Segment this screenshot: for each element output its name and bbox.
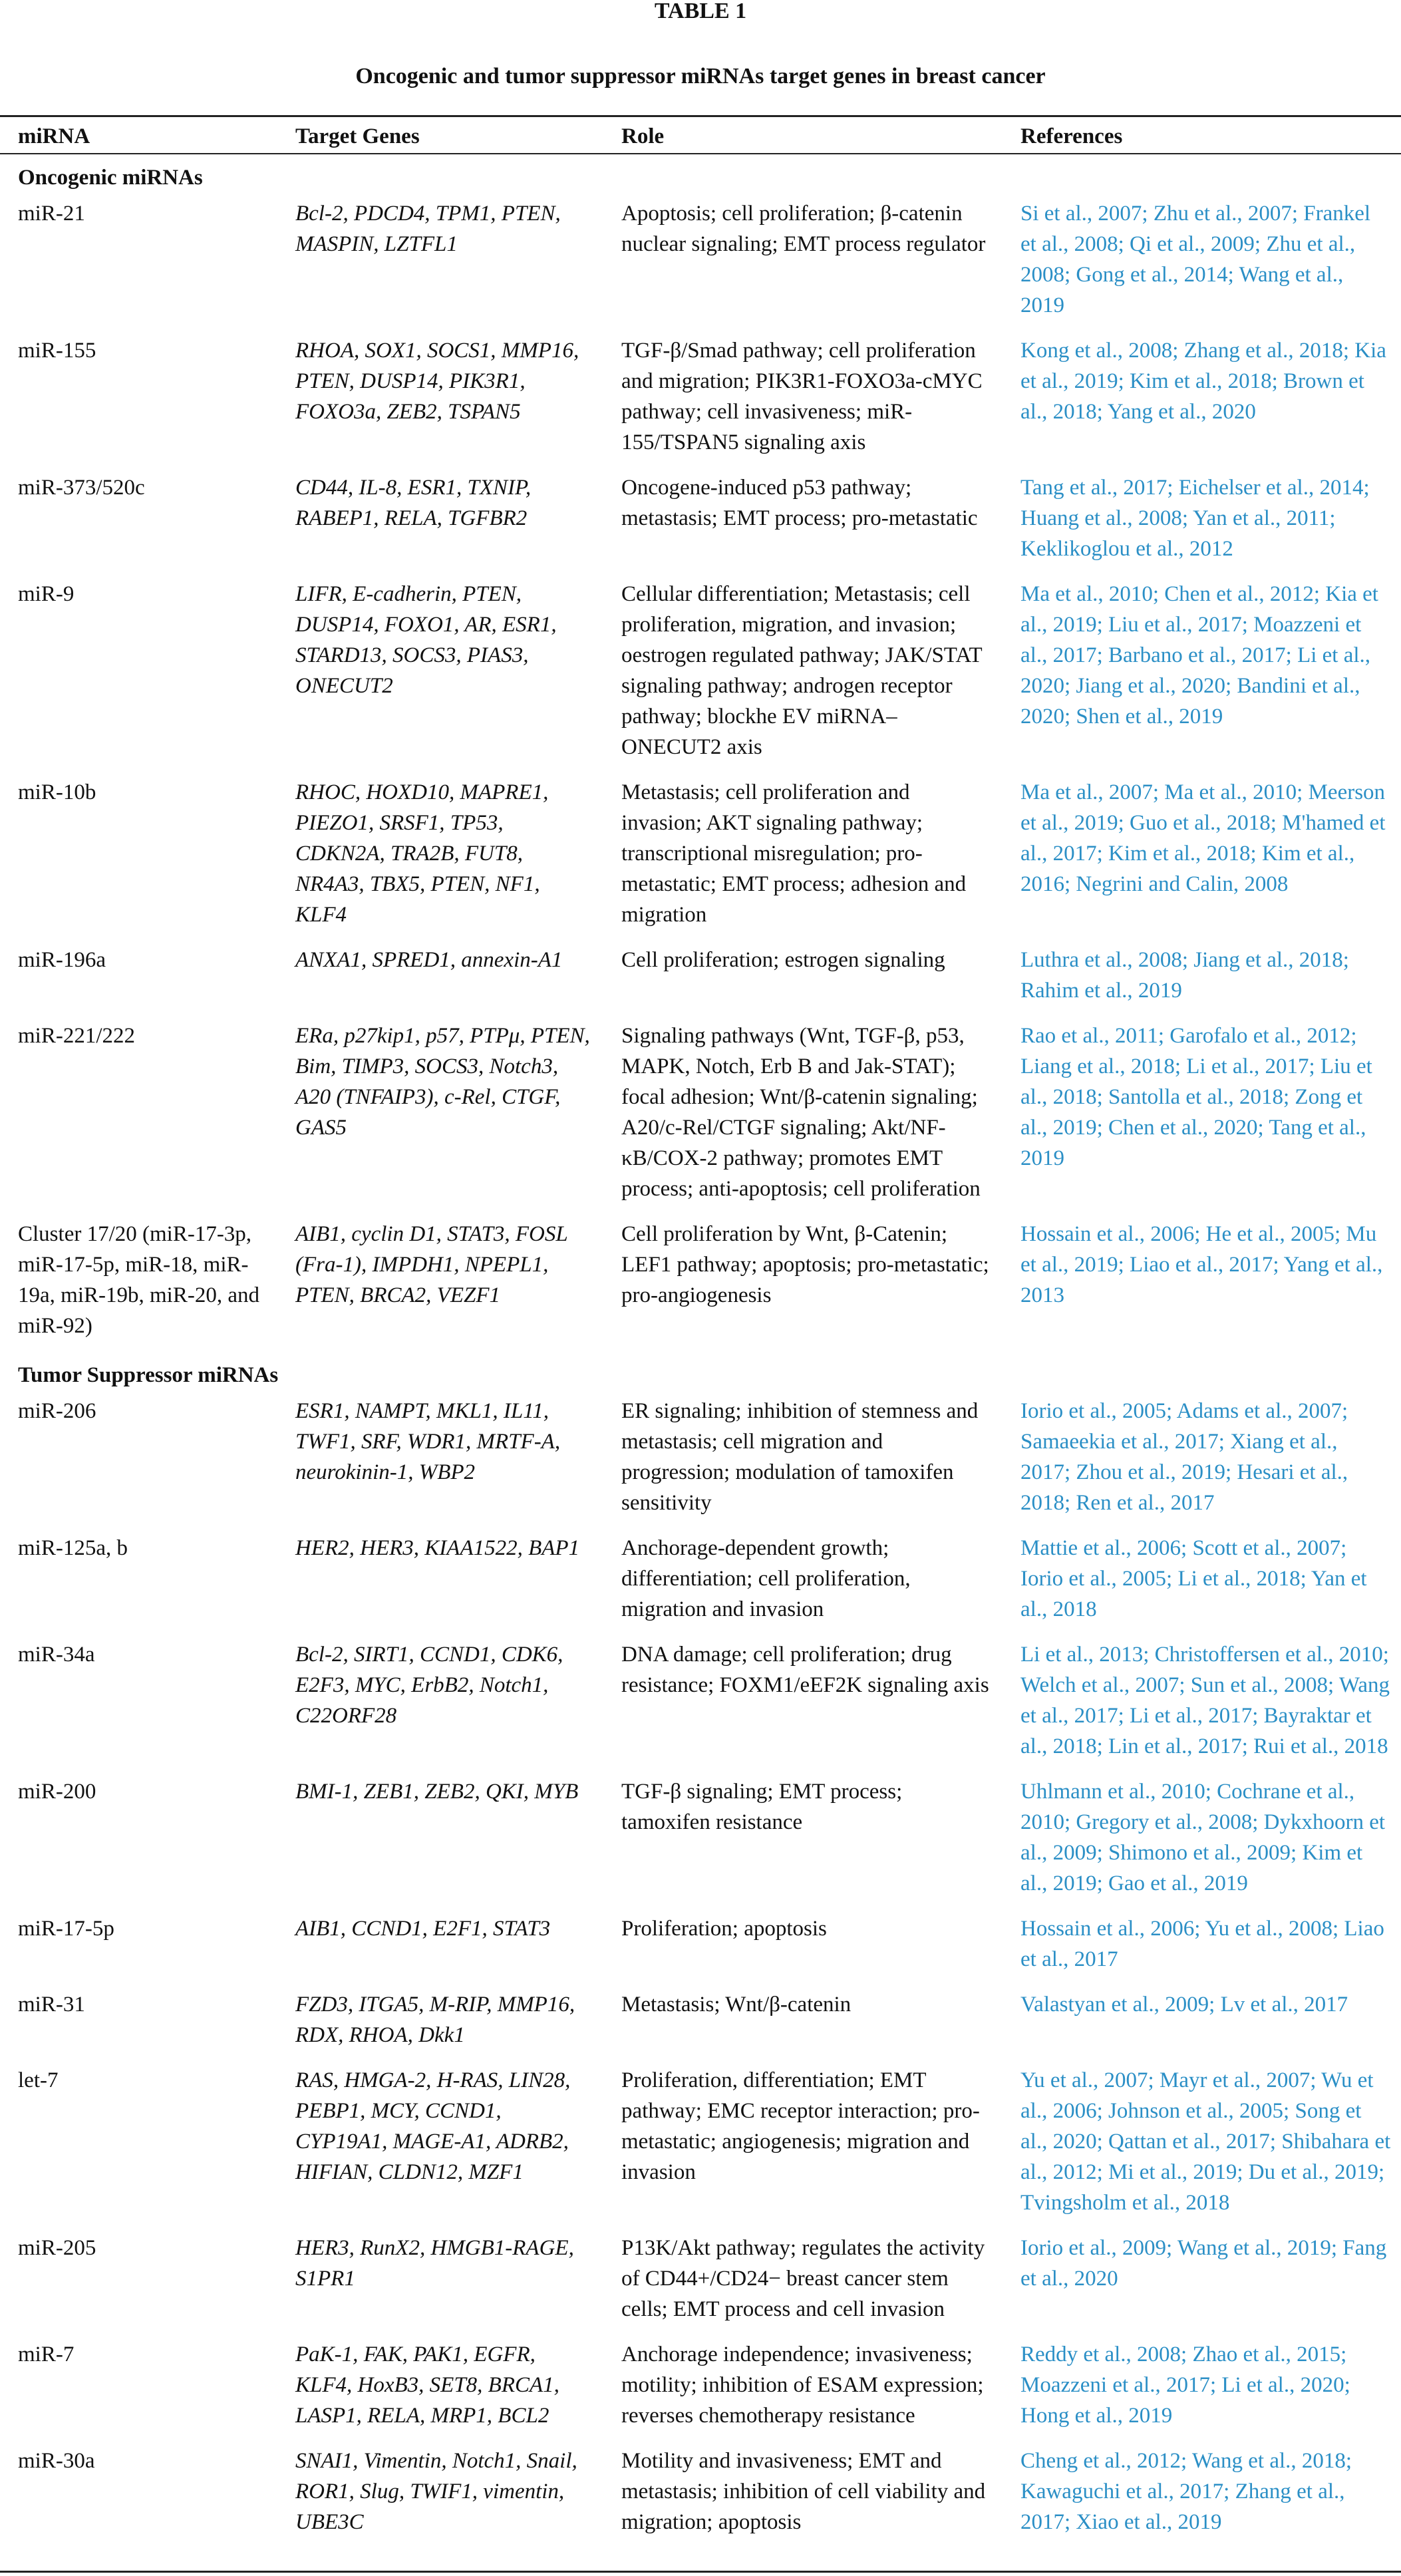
table-row (0, 2227, 1401, 2334)
references-cell[interactable]: Li et al., 2013; Christoffersen et al., 2010; Welch et al., 2007; Sun et al., 2008; Wang et al., 2017; Li et al., 2017; Bayraktar et al., 2018; Lin et al., 2017; Rui et al., 2018 (1020, 1643, 1390, 1758)
references-cell[interactable]: Cheng et al., 2012; Wang et al., 2018; Kawaguchi et al., 2017; Zhang et al., 2017; Xiao et al., 2019 (1020, 2449, 1352, 2534)
references-cell[interactable]: Yu et al., 2007; Mayr et al., 2007; Wu et al., 2006; Johnson et al., 2005; Song et al., 2020; Qattan et al., 2017; Shibahara et al., 2012; Mi et al., 2019; Du et al., 2019; Tvingsholm et al., 2018 (1020, 2068, 1391, 2215)
header-role: Role (621, 124, 665, 148)
table-row (0, 1908, 1401, 1984)
references-cell[interactable]: Mattie et al., 2006; Scott et al., 2007; Iorio et al., 2005; Li et al., 2018; Yan et al., 2018 (1020, 1536, 1367, 1621)
role-cell: Cell proliferation; estrogen signaling (621, 948, 945, 972)
header-references: References (1020, 124, 1123, 148)
table-body (0, 153, 1401, 2547)
mirna-cell: miR-206 (18, 1399, 96, 1423)
target-genes-cell: CD44, IL-8, ESR1, TXNIP, RABEP1, RELA, TGFBR2 (295, 476, 532, 530)
table-row (0, 939, 1401, 1015)
target-genes-cell: HER3, RunX2, HMGB1-RAGE, S1PR1 (295, 2236, 574, 2291)
role-cell: TGF-β signaling; EMT process; tamoxifen resistance (621, 1780, 903, 1834)
role-cell: Motility and invasiveness; EMT and metastasis; inhibition of cell viability and migration; apoptosis (621, 2449, 986, 2534)
mirna-cell: miR-196a (18, 948, 106, 972)
target-genes-cell: AIB1, cyclin D1, STAT3, FOSL (Fra-1), IMPDH1, NPEPL1, PTEN, BRCA2, VEZF1 (295, 1222, 568, 1307)
mirna-cell: miR-34a (18, 1643, 95, 1667)
table-row (0, 1390, 1401, 1528)
mirna-cell: miR-155 (18, 339, 96, 363)
mirna-cell: miR-200 (18, 1780, 96, 1804)
table-row (0, 1015, 1401, 1213)
mirna-cell: miR-221/222 (18, 1024, 136, 1048)
target-genes-cell: ERa, p27kip1, p57, PTPμ, PTEN, Bim, TIMP3, SOCS3, Notch3, A20 (TNFAIP3), c-Rel, CTGF, GAS5 (295, 1024, 590, 1140)
role-cell: Proliferation, differentiation; EMT pathway; EMC receptor interaction; pro-metastatic; angiogenesis; migration and invasion (621, 2068, 980, 2184)
section-row (0, 153, 1401, 193)
table-row (0, 193, 1401, 330)
role-cell: DNA damage; cell proliferation; drug resistance; FOXM1/eEF2K signaling axis (621, 1643, 989, 1697)
target-genes-cell: LIFR, E-cadherin, PTEN, DUSP14, FOXO1, AR, ESR1, STARD13, SOCS3, PIAS3, ONECUT2 (295, 582, 557, 698)
table-row (0, 2060, 1401, 2227)
mirna-cell: miR-205 (18, 2236, 96, 2260)
table-row (0, 1984, 1401, 2060)
target-genes-cell: ESR1, NAMPT, MKL1, IL11, TWF1, SRF, WDR1, MRTF-A, neurokinin-1, WBP2 (295, 1399, 561, 1484)
references-cell[interactable]: Tang et al., 2017; Eichelser et al., 2014; Huang et al., 2008; Yan et al., 2011; Keklikoglou et al., 2012 (1020, 476, 1370, 561)
references-cell[interactable]: Ma et al., 2007; Ma et al., 2010; Meerson et al., 2019; Guo et al., 2018; M'hamed et al., 2017; Kim et al., 2018; Kim et al., 2016; Negrini and Calin, 2008 (1020, 780, 1386, 896)
role-cell: TGF-β/Smad pathway; cell proliferation and migration; PIK3R1-FOXO3a-cMYC pathway; cell invasiveness; miR-155/TSPAN5 signaling axis (621, 339, 983, 454)
table-row (0, 330, 1401, 467)
table-row (0, 2440, 1401, 2547)
mirna-cell: miR-373/520c (18, 476, 145, 500)
target-genes-cell: HER2, HER3, KIAA1522, BAP1 (295, 1536, 580, 1560)
references-cell[interactable]: Hossain et al., 2006; He et al., 2005; Mu et al., 2019; Liao et al., 2017; Yang et al., 2013 (1020, 1222, 1383, 1307)
references-cell[interactable]: Luthra et al., 2008; Jiang et al., 2018; Rahim et al., 2019 (1020, 948, 1349, 1003)
references-cell[interactable]: Rao et al., 2011; Garofalo et al., 2012; Liang et al., 2018; Li et al., 2017; Liu et al., 2018; Santolla et al., 2018; Zong et al., 2019; Chen et al., 2020; Tang et al., 2019 (1020, 1024, 1372, 1170)
mirna-cell: miR-10b (18, 780, 96, 804)
target-genes-cell: Bcl-2, SIRT1, CCND1, CDK6, E2F3, MYC, ErbB2, Notch1, C22ORF28 (295, 1643, 563, 1728)
section-row (0, 1351, 1401, 1390)
role-cell: Signaling pathways (Wnt, TGF-β, p53, MAPK, Notch, Erb B and Jak-STAT); focal adhesion; Wnt/β-catenin signaling; A20/c-Rel/CTGF signaling; Akt/NF-κB/COX-2 pathway; promotes EMT process; anti-apoptosis; cell proliferation (621, 1024, 981, 1201)
table-row (0, 2334, 1401, 2440)
mirna-cell: miR-30a (18, 2449, 95, 2473)
role-cell: Metastasis; cell proliferation and invasion; AKT signaling pathway; transcriptional misregulation; pro-metastatic; EMT process; adhesion and migration (621, 780, 967, 927)
references-cell[interactable]: Ma et al., 2010; Chen et al., 2012; Kia et al., 2019; Liu et al., 2017; Moazzeni et al., 2017; Barbano et al., 2017; Li et al., 2020; Jiang et al., 2020; Bandini et al., 2020; Shen et al., 2019 (1020, 582, 1378, 728)
target-genes-cell: ANXA1, SPRED1, annexin-A1 (295, 948, 563, 972)
target-genes-cell: AIB1, CCND1, E2F1, STAT3 (295, 1917, 551, 1941)
references-cell[interactable]: Si et al., 2007; Zhu et al., 2007; Frankel et al., 2008; Qi et al., 2009; Zhu et al., 2008; Gong et al., 2014; Wang et al., 2019 (1020, 202, 1371, 317)
references-cell[interactable]: Hossain et al., 2006; Yu et al., 2008; Liao et al., 2017 (1020, 1917, 1384, 1971)
header-mirna: miRNA (18, 124, 90, 148)
target-genes-cell: PaK-1, FAK, PAK1, EGFR, KLF4, HoxB3, SET8, BRCA1, LASP1, RELA, MRP1, BCL2 (295, 2342, 559, 2428)
role-cell: Apoptosis; cell proliferation; β-catenin nuclear signaling; EMT process regulator (621, 202, 986, 256)
table-row (0, 772, 1401, 939)
references-cell[interactable]: Valastyan et al., 2009; Lv et al., 2017 (1020, 1993, 1348, 2016)
table-caption: Oncogenic and tumor suppressor miRNAs target genes in breast cancer (355, 64, 1046, 88)
role-cell: Oncogene-induced p53 pathway; metastasis; EMT process; pro-metastatic (621, 476, 978, 530)
mirna-cell: miR-7 (18, 2342, 75, 2366)
table-label: TABLE 1 (654, 0, 747, 23)
mirna-cell: miR-125a, b (18, 1536, 128, 1560)
table-row (0, 573, 1401, 772)
mirna-cell: miR-31 (18, 1993, 85, 2016)
table-row (0, 1634, 1401, 1771)
table-row (0, 467, 1401, 573)
target-genes-cell: Bcl-2, PDCD4, TPM1, PTEN, MASPIN, LZTFL1 (295, 202, 561, 256)
header-target-genes: Target Genes (295, 124, 420, 148)
role-cell: Metastasis; Wnt/β-catenin (621, 1993, 852, 2016)
target-genes-cell: RHOA, SOX1, SOCS1, MMP16, PTEN, DUSP14, PIK3R1, FOXO3a, ZEB2, TSPAN5 (295, 339, 579, 424)
target-genes-cell: RAS, HMGA-2, H-RAS, LIN28, PEBP1, MCY, CCND1, CYP19A1, MAGE-A1, ADRB2, HIFIAN, CLDN12, MZF1 (295, 2068, 571, 2184)
target-genes-cell: RHOC, HOXD10, MAPRE1, PIEZO1, SRSF1, TP53, CDKN2A, TRA2B, FUT8, NR4A3, TBX5, PTEN, NF1, KLF4 (295, 780, 549, 927)
section-title: Oncogenic miRNAs (18, 166, 203, 190)
table-row (0, 1771, 1401, 1908)
table-row (0, 1528, 1401, 1634)
header-row (0, 117, 1401, 153)
mirna-table (0, 117, 1401, 2547)
mirna-cell: miR-9 (18, 582, 75, 606)
references-cell[interactable]: Iorio et al., 2009; Wang et al., 2019; Fang et al., 2020 (1020, 2236, 1387, 2291)
target-genes-cell: SNAI1, Vimentin, Notch1, Snail, ROR1, Slug, TWIF1, vimentin, UBE3C (295, 2449, 577, 2534)
role-cell: Cell proliferation by Wnt, β-Catenin; LEF1 pathway; apoptosis; pro-metastatic; pro-angiogenesis (621, 1222, 989, 1307)
role-cell: Cellular differentiation; Metastasis; cell proliferation, migration, and invasion; oestrogen regulated pathway; JAK/STAT signaling pathway; androgen receptor pathway; blockhe EV miRNA–ONECUT2 axis (621, 582, 983, 759)
references-cell[interactable]: Uhlmann et al., 2010; Cochrane et al., 2010; Gregory et al., 2008; Dykxhoorn et al., 2009; Shimono et al., 2009; Kim et al., 2019; Gao et al., 2019 (1020, 1780, 1386, 1895)
section-title: Tumor Suppressor miRNAs (18, 1363, 279, 1387)
references-cell[interactable]: Kong et al., 2008; Zhang et al., 2018; Kia et al., 2019; Kim et al., 2018; Brown et al., 2018; Yang et al., 2020 (1020, 339, 1386, 424)
role-cell: Anchorage independence; invasiveness; motility; inhibition of ESAM expression; reverses chemotherapy resistance (621, 2342, 984, 2428)
bottom-rule (0, 2571, 1401, 2573)
mirna-cell: miR-21 (18, 202, 85, 226)
mirna-cell: miR-17-5p (18, 1917, 114, 1941)
mirna-cell: Cluster 17/20 (miR-17-3p, miR-17-5p, miR-18, miR-19a, miR-19b, miR-20, and miR-92) (18, 1222, 259, 1338)
table-row (0, 1213, 1401, 1351)
target-genes-cell: BMI-1, ZEB1, ZEB2, QKI, MYB (295, 1780, 579, 1804)
role-cell: Anchorage-dependent growth; differentiation; cell proliferation, migration and invasion (621, 1536, 911, 1621)
references-cell[interactable]: Iorio et al., 2005; Adams et al., 2007; Samaeekia et al., 2017; Xiang et al., 2017; Zhou et al., 2019; Hesari et al., 2018; Ren et al., 2017 (1020, 1399, 1348, 1515)
role-cell: P13K/Akt pathway; regulates the activity of CD44+/CD24− breast cancer stem cells; EMT process and cell invasion (621, 2236, 985, 2321)
references-cell[interactable]: Reddy et al., 2008; Zhao et al., 2015; Moazzeni et al., 2017; Li et al., 2020; Hong et al., 2019 (1020, 2342, 1350, 2428)
mirna-cell: let-7 (18, 2068, 59, 2092)
target-genes-cell: FZD3, ITGA5, M-RIP, MMP16, RDX, RHOA, Dkk1 (295, 1993, 575, 2047)
role-cell: ER signaling; inhibition of stemness and metastasis; cell migration and progression; modulation of tamoxifen sensitivity (621, 1399, 979, 1515)
role-cell: Proliferation; apoptosis (621, 1917, 827, 1941)
